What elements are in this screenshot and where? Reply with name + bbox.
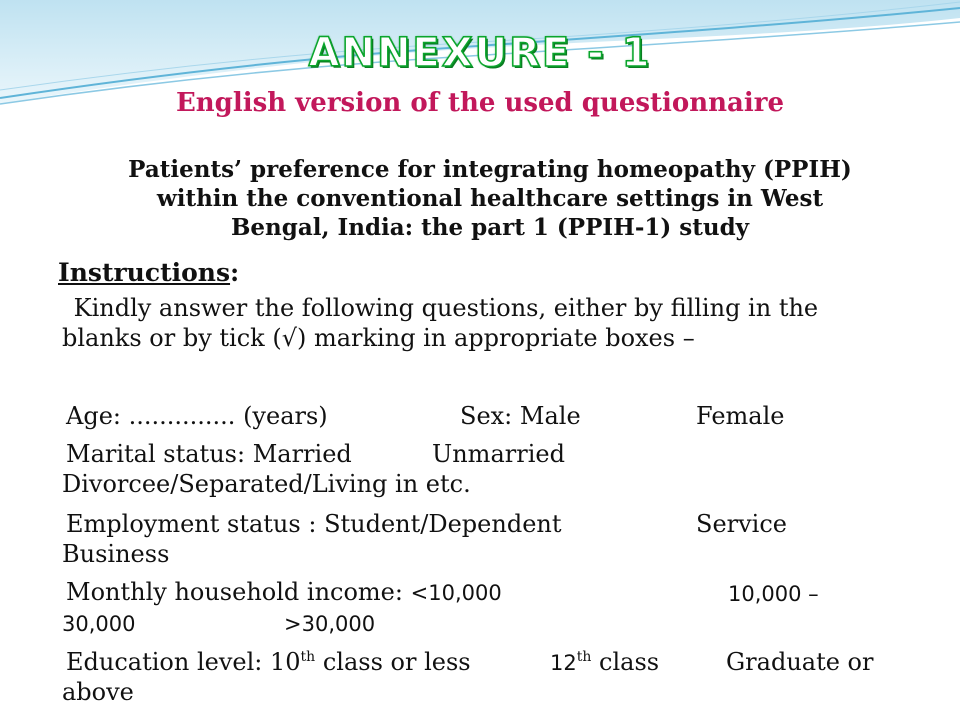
income-option-high[interactable]: >30,000 bbox=[284, 612, 376, 636]
study-title-line-1: Patients’ preference for integrating homeopathy (PPIH) bbox=[128, 156, 852, 183]
instructions-text-1: Kindly answer the following questions, either by filling in the bbox=[73, 294, 819, 322]
sex-option-male[interactable]: Male bbox=[519, 402, 581, 430]
employment-row bbox=[62, 510, 562, 539]
education-option-12th[interactable] bbox=[550, 648, 659, 678]
marital-option-unmarried[interactable]: Unmarried bbox=[432, 440, 565, 468]
study-title-line-2: within the conventional healthcare settings in West bbox=[156, 185, 824, 212]
sex-group bbox=[460, 402, 581, 431]
education-12-text: class bbox=[599, 648, 660, 676]
income-row bbox=[62, 578, 502, 608]
employment-label: Employment status : bbox=[66, 510, 317, 538]
income-option-mid-start[interactable]: 10,000 – bbox=[728, 582, 819, 606]
marital-label: Marital status: bbox=[66, 440, 246, 468]
education-option-graduate-cont[interactable]: above bbox=[62, 678, 134, 706]
marital-option-married[interactable]: Married bbox=[252, 440, 352, 468]
instructions-line-2: blanks or by tick (√) marking in appropriate boxes – bbox=[62, 324, 695, 352]
education-10-number: 10 bbox=[270, 648, 301, 676]
study-title-line-3: Bengal, India: the part 1 (PPIH-1) study bbox=[230, 214, 750, 241]
education-option-graduate[interactable]: Graduate or bbox=[726, 648, 874, 676]
instructions-colon: : bbox=[230, 258, 240, 287]
education-10-text: class or less bbox=[322, 648, 471, 676]
income-label: Monthly household income: bbox=[66, 578, 403, 606]
marital-option-divorcee[interactable]: Divorcee/Separated/Living in etc. bbox=[62, 470, 471, 498]
instructions-line-1 bbox=[62, 294, 818, 323]
education-row bbox=[62, 648, 471, 677]
age-label: Age: .............. bbox=[66, 402, 236, 430]
employment-option-service[interactable]: Service bbox=[696, 510, 787, 538]
education-label: Education level: bbox=[66, 648, 263, 676]
instructions-heading-text: Instructions bbox=[58, 258, 231, 287]
income-option-low[interactable]: <10,000 bbox=[410, 581, 502, 605]
annexure-heading: ANNEXURE - 1 bbox=[308, 30, 652, 76]
employment-option-business[interactable]: Business bbox=[62, 540, 170, 568]
age-sex-row bbox=[62, 402, 328, 431]
education-12-number: 12 bbox=[550, 651, 577, 675]
employment-option-student[interactable]: Student/Dependent bbox=[324, 510, 562, 538]
education-10-suffix: th bbox=[300, 649, 316, 665]
education-option-10th[interactable] bbox=[270, 648, 471, 676]
age-unit: (years) bbox=[243, 402, 328, 430]
study-title bbox=[60, 155, 920, 242]
income-option-mid-end[interactable]: 30,000 bbox=[62, 612, 136, 636]
sex-option-female[interactable]: Female bbox=[696, 402, 785, 430]
sex-label: Sex: bbox=[460, 402, 513, 430]
marital-row bbox=[62, 440, 352, 469]
questionnaire-subtitle: English version of the used questionnaire bbox=[175, 88, 785, 118]
education-12-suffix: th bbox=[576, 649, 592, 665]
instructions-heading bbox=[58, 258, 239, 287]
